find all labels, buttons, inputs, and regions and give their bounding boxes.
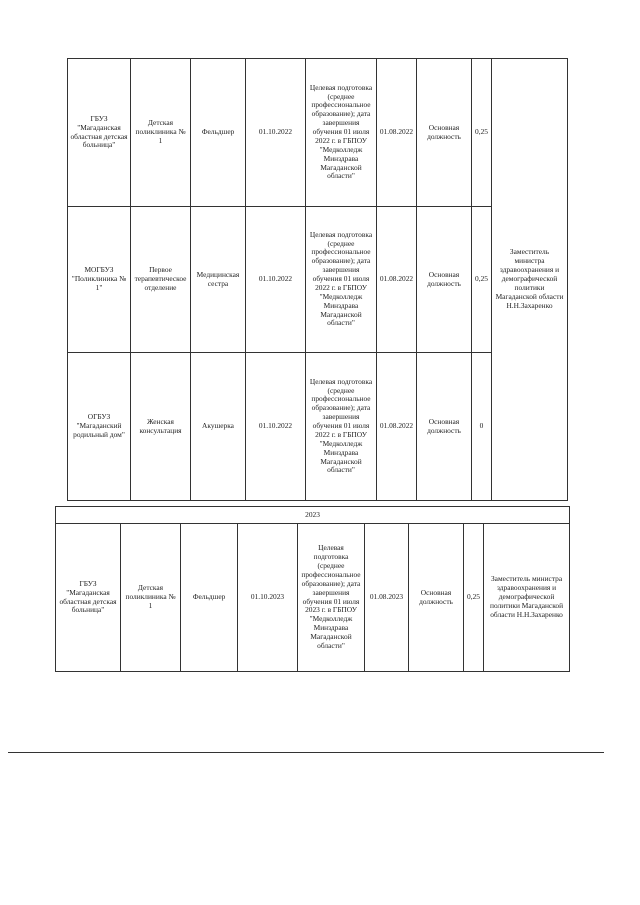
table-row xyxy=(68,59,568,207)
date2-cell: 01.08.2022 xyxy=(377,353,417,501)
date2-cell: 01.08.2023 xyxy=(365,524,409,672)
employment-cell: Основная должность xyxy=(409,524,464,672)
rate-cell: 0 xyxy=(472,353,492,501)
rate-cell: 0,25 xyxy=(472,59,492,207)
org-cell: МОГБУЗ "Поликлиника № 1" xyxy=(68,207,131,353)
org-cell: ОГБУЗ "Магаданский родильный дом" xyxy=(68,353,131,501)
date2-cell: 01.08.2022 xyxy=(377,59,417,207)
employment-cell: Основная должность xyxy=(417,207,472,353)
divider-line xyxy=(8,752,604,753)
date-cell: 01.10.2022 xyxy=(246,59,306,207)
table-row xyxy=(56,524,570,672)
year-label: 2023 xyxy=(56,507,570,524)
year-row xyxy=(56,507,570,524)
signatory-cell: Заместитель министра здравоохранения и демографической политики Магаданской области Н.Н.Захаренко xyxy=(484,524,570,672)
date2-cell: 01.08.2022 xyxy=(377,207,417,353)
date-cell: 01.10.2023 xyxy=(238,524,298,672)
signatory-cell: Заместитель министра здравоохранения и демографической политики Магаданской области Н.Н.Захаренко xyxy=(492,59,568,501)
dept-cell: Детская поликлиника № 1 xyxy=(131,59,191,207)
org-cell: ГБУЗ "Магаданская областная детская больница" xyxy=(56,524,121,672)
dept-cell: Детская поликлиника № 1 xyxy=(121,524,181,672)
rate-cell: 0,25 xyxy=(472,207,492,353)
training-cell: Целевая подготовка (среднее профессиональное образование); дата завершения обучения 01 июля 2022 г. в ГБПОУ "Медколледж Минздрава Магаданской области" xyxy=(306,207,377,353)
vacancies-table-2023 xyxy=(55,506,570,672)
position-cell: Медицинская сестра xyxy=(191,207,246,353)
dept-cell: Женская консультация xyxy=(131,353,191,501)
training-cell: Целевая подготовка (среднее профессиональное образование); дата завершения обучения 01 июля 2023 г. в ГБПОУ "Медколледж Минздрава Магаданской области" xyxy=(298,524,365,672)
training-cell: Целевая подготовка (среднее профессиональное образование); дата завершения обучения 01 июля 2022 г. в ГБПОУ "Медколледж Минздрава Магаданской области" xyxy=(306,353,377,501)
org-cell: ГБУЗ "Магаданская областная детская больница" xyxy=(68,59,131,207)
position-cell: Фельдшер xyxy=(181,524,238,672)
date-cell: 01.10.2022 xyxy=(246,207,306,353)
vacancies-table-2022 xyxy=(67,58,568,501)
rate-cell: 0,25 xyxy=(464,524,484,672)
training-cell: Целевая подготовка (среднее профессиональное образование); дата завершения обучения 01 июля 2022 г. в ГБПОУ "Медколледж Минздрава Магаданской области" xyxy=(306,59,377,207)
position-cell: Фельдшер xyxy=(191,59,246,207)
employment-cell: Основная должность xyxy=(417,59,472,207)
dept-cell: Первое терапевтическое отделение xyxy=(131,207,191,353)
position-cell: Акушерка xyxy=(191,353,246,501)
date-cell: 01.10.2022 xyxy=(246,353,306,501)
employment-cell: Основная должность xyxy=(417,353,472,501)
